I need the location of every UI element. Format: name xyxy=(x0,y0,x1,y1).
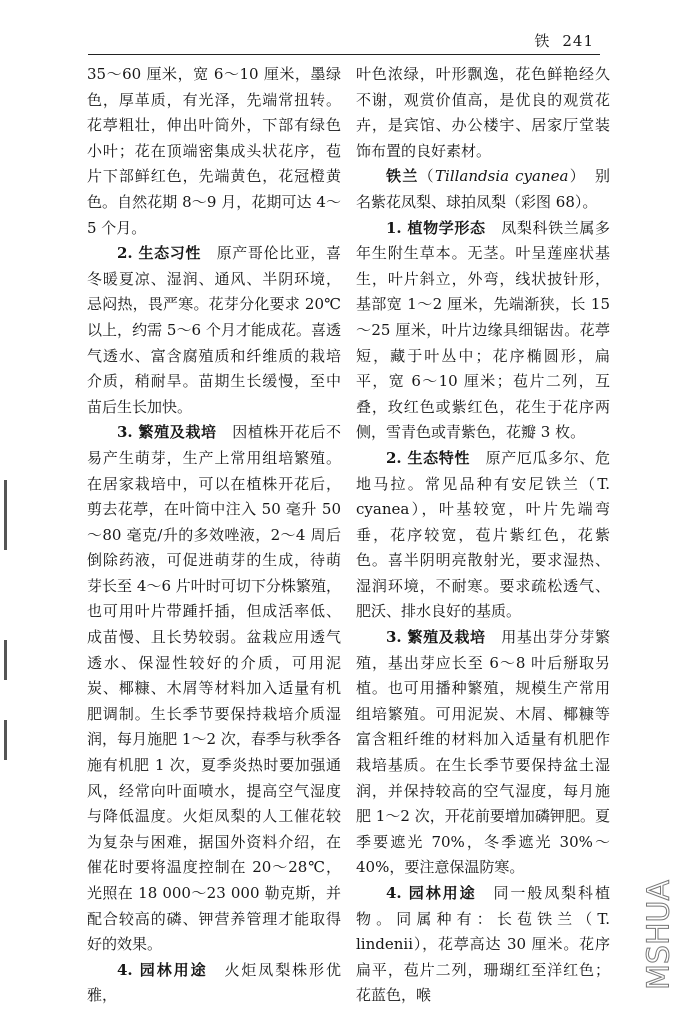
latin-name: Tillandsia cyanea xyxy=(435,167,569,186)
page-number: 241 xyxy=(562,32,594,50)
paragraph-propagation: 3. 繁殖及栽培 用基出芽分芽繁殖，基出芽应长至 6～8 叶后掰取另植。也可用播种繁殖，规模生产常用组培繁殖。可用泥炭、木屑、椰糠等富含粗纤维的材料加入适量有机肥作栽培基质。在生长季节要保持盆土湿润，并保持较高的空气湿度，每月施肥 1～2 次，开花前要增加磷钾肥。夏季要遮光 70%，冬季遮光 30%～40%，要注意保温防寒。 xyxy=(356,628,610,877)
paragraph-morphology: 1. 植物学形态 凤梨科铁兰属多年生附生草本。无茎。叶呈莲座状基生，叶片斜立，外弯，线状披针形，基部宽 1～2 厘米，先端渐狭，长 15～25 厘米，叶片边缘具细锯齿。花葶短，藏于叶丛中；花序椭圆形，扁平，宽 6～10 厘米；苞片二列，互叠，玫红色或紫红色，花生于花序两侧，雪青色或青紫色，花瓣 3 枚。 xyxy=(356,218,610,442)
species-name: 铁兰 xyxy=(386,167,419,186)
species-entry-tillandsia: 铁兰（Tillandsia cyanea） 别名紫花凤梨、球拍凤梨（彩图 68）。 xyxy=(356,167,610,211)
section-heading: 1. 植物学形态 xyxy=(386,218,486,237)
paragraph-landscape-use: 4. 园林用途 火炬凤梨株形优雅， xyxy=(87,960,341,1005)
paragraph-continued: 35～60 厘米，宽 6～10 厘米，墨绿色，厚革质，有光泽，先端常扭转。花葶粗壮，伸出叶筒外，下部有绿色小叶；花在顶端密集成头状花序，苞片下部鲜红色，先端黄色，花冠橙黄色。自然花期 8～9 月，花期可达 4～5 个月。 xyxy=(87,65,341,237)
watermark xyxy=(640,876,680,994)
left-column xyxy=(87,62,341,1009)
header-rule xyxy=(88,54,600,55)
section-heading: 4. 园林用途 xyxy=(117,960,208,979)
paragraph-landscape-use: 4. 园林用途 同一般凤梨科植物。同属种有：长苞铁兰（T. lindenii），花葶高达 30 厘米。花序扁平，苞片二列，珊瑚红至洋红色；花蓝色，喉 xyxy=(356,884,610,1005)
section-heading: 2. 生态特性 xyxy=(386,448,470,467)
running-header xyxy=(534,30,594,51)
paragraph-continued: 叶色浓绿，叶形飘逸，花色鲜艳经久不谢，观赏价值高，是优良的观赏花卉，是宾馆、办公楼宇、居家厅堂装饰布置的良好素材。 xyxy=(356,65,610,160)
section-title: 铁 xyxy=(534,32,551,50)
scan-edge-mark xyxy=(4,480,7,550)
scan-edge-mark xyxy=(4,720,7,760)
watermark-text xyxy=(640,876,680,994)
paragraph-ecology: 2. 生态特性 原产厄瓜多尔、危地马拉。常见品种有安尼铁兰（T. cyanea），叶基较宽，叶片先端弯垂，花序较宽，苞片紫红色，花紫色。喜半阴明亮散射光，要求湿热、湿润环境，不耐寒。要求疏松透气、肥沃、排水良好的基质。 xyxy=(356,448,610,621)
section-heading: 3. 繁殖及栽培 xyxy=(386,628,486,647)
section-heading: 2. 生态习性 xyxy=(117,244,201,263)
section-heading: 4. 园林用途 xyxy=(386,884,477,902)
section-heading: 3. 繁殖及栽培 xyxy=(117,423,217,442)
right-column xyxy=(356,62,610,1009)
paragraph-propagation: 3. 繁殖及栽培 因植株开花后不易产生萌芽，生产上常用组培繁殖。在居家栽培中，可以在植株开花后，剪去花葶，在叶筒中注入 50 毫升 50～80 毫克/升的多效唑液，2～4 周后倒除药液，可促进萌芽的生成，待萌芽长至 4～6 片叶时可切下分株繁殖，也可用叶片带踵扦插，但成活率低、成苗慢、且长势较弱。盆栽应用透气透水、保湿性较好的介质，可用泥炭、椰糠、木屑等材料加入适量有机肥调制。生长季节要保持栽培介质湿润，每月施肥 1～2 次，春季与秋季各施有机肥 1 次，夏季炎热时要加强通风，经常向叶面喷水，提高空气湿度与降低温度。火炬凤梨的人工催花较为复杂与困难，据国外资料介绍，在催花时要将温度控制在 20～28℃，光照在 18 000～23 000 勒克斯，并配合较高的磷、钾营养管理才能取得好的效果。 xyxy=(87,423,341,954)
paragraph-ecology: 2. 生态习性 原产哥伦比亚，喜冬暖夏凉、湿润、通风、半阴环境，忌闷热，畏严寒。花芽分化要求 20℃ 以上，约需 5～6 个月才能成花。喜透气透水、富含腐殖质和纤维质的栽培介质，稍耐旱。苗期生长缓慢，至中苗后生长加快。 xyxy=(87,244,341,416)
svg-text:MSHUA: MSHUA xyxy=(641,880,677,990)
scan-edge-mark xyxy=(4,640,7,680)
